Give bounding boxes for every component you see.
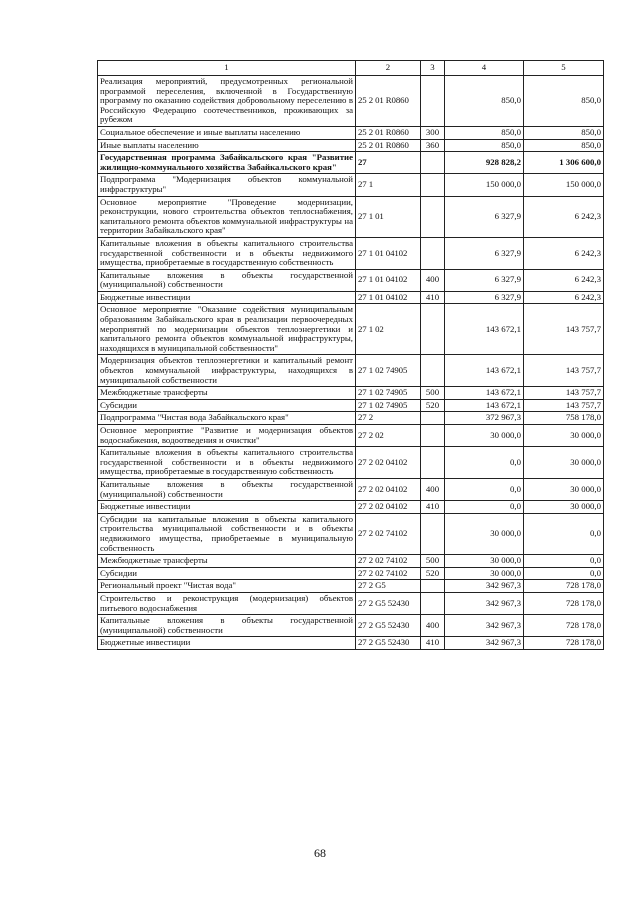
row-code: 27 1 01 04102 xyxy=(356,291,421,304)
row-name: Капитальные вложения в объекты государственной (муниципальной) собственности xyxy=(98,615,356,637)
row-code: 27 2 G5 52430 xyxy=(356,592,421,614)
row-value-year-1: 342 967,3 xyxy=(445,615,524,637)
row-value-year-1: 850,0 xyxy=(445,139,524,152)
table-row xyxy=(98,304,604,355)
row-name: Субсидии xyxy=(98,399,356,412)
table-row xyxy=(98,412,604,425)
row-name: Иные выплаты населению xyxy=(98,139,356,152)
row-name: Капитальные вложения в объекты государственной (муниципальной) собственности xyxy=(98,269,356,291)
table-row xyxy=(98,478,604,500)
row-name: Модернизация объектов теплоэнергетики и капитальный ремонт объектов коммунальной инфраструктуры, находящихся в муниципальной собственности xyxy=(98,355,356,387)
row-value-year-2: 6 242,3 xyxy=(524,237,604,269)
row-value-year-2: 6 242,3 xyxy=(524,196,604,237)
row-expense-type: 400 xyxy=(421,269,445,291)
row-value-year-1: 143 672,1 xyxy=(445,304,524,355)
row-value-year-1: 928 828,2 xyxy=(445,152,524,174)
row-value-year-2: 0,0 xyxy=(524,555,604,568)
row-value-year-2: 0,0 xyxy=(524,513,604,554)
row-expense-type: 500 xyxy=(421,555,445,568)
row-expense-type xyxy=(421,355,445,387)
row-value-year-1: 0,0 xyxy=(445,478,524,500)
row-code: 27 1 02 74905 xyxy=(356,399,421,412)
table-body xyxy=(98,76,604,650)
row-code: 27 1 xyxy=(356,174,421,196)
row-value-year-1: 143 672,1 xyxy=(445,387,524,400)
row-expense-type xyxy=(421,580,445,593)
row-value-year-1: 6 327,9 xyxy=(445,196,524,237)
header-col-4: 4 xyxy=(445,61,524,76)
row-value-year-2: 143 757,7 xyxy=(524,355,604,387)
row-code: 27 2 G5 52430 xyxy=(356,637,421,650)
row-value-year-2: 850,0 xyxy=(524,76,604,127)
row-value-year-2: 1 306 600,0 xyxy=(524,152,604,174)
row-name: Строительство и реконструкция (модернизация) объектов питьевого водоснабжения xyxy=(98,592,356,614)
table-row xyxy=(98,126,604,139)
table-row xyxy=(98,637,604,650)
row-name: Межбюджетные трансферты xyxy=(98,387,356,400)
table-row xyxy=(98,76,604,127)
row-value-year-2: 0,0 xyxy=(524,567,604,580)
row-value-year-2: 850,0 xyxy=(524,126,604,139)
row-value-year-2: 850,0 xyxy=(524,139,604,152)
row-expense-type xyxy=(421,237,445,269)
row-code: 27 1 01 xyxy=(356,196,421,237)
row-value-year-2: 143 757,7 xyxy=(524,304,604,355)
row-value-year-2: 150 000,0 xyxy=(524,174,604,196)
row-code: 27 1 01 04102 xyxy=(356,269,421,291)
row-expense-type xyxy=(421,304,445,355)
header-col-2: 2 xyxy=(356,61,421,76)
row-value-year-2: 143 757,7 xyxy=(524,387,604,400)
row-code: 25 2 01 R0860 xyxy=(356,126,421,139)
row-code: 27 2 02 74102 xyxy=(356,567,421,580)
row-name: Бюджетные инвестиции xyxy=(98,501,356,514)
row-value-year-1: 0,0 xyxy=(445,447,524,479)
row-code: 27 1 02 74905 xyxy=(356,387,421,400)
row-name: Бюджетные инвестиции xyxy=(98,637,356,650)
row-expense-type xyxy=(421,513,445,554)
row-name: Межбюджетные трансферты xyxy=(98,555,356,568)
row-name: Субсидии на капитальные вложения в объекты капитального строительства муниципальной собственности и в объекты недвижимого имущества, приобретаемые в муниципальную собственность xyxy=(98,513,356,554)
row-expense-type: 400 xyxy=(421,478,445,500)
row-expense-type xyxy=(421,152,445,174)
row-value-year-1: 342 967,3 xyxy=(445,637,524,650)
row-code: 25 2 01 R0860 xyxy=(356,76,421,127)
header-col-5: 5 xyxy=(524,61,604,76)
table-row xyxy=(98,567,604,580)
row-value-year-1: 30 000,0 xyxy=(445,425,524,447)
row-name: Региональный проект "Чистая вода" xyxy=(98,580,356,593)
header-col-1: 1 xyxy=(98,61,356,76)
table-row xyxy=(98,237,604,269)
row-value-year-1: 143 672,1 xyxy=(445,355,524,387)
table-row xyxy=(98,580,604,593)
row-code: 25 2 01 R0860 xyxy=(356,139,421,152)
row-expense-type: 300 xyxy=(421,126,445,139)
row-value-year-2: 758 178,0 xyxy=(524,412,604,425)
row-value-year-2: 30 000,0 xyxy=(524,478,604,500)
row-code: 27 2 xyxy=(356,412,421,425)
table-row xyxy=(98,501,604,514)
row-code: 27 2 02 04102 xyxy=(356,501,421,514)
table-row xyxy=(98,291,604,304)
row-code: 27 1 01 04102 xyxy=(356,237,421,269)
row-name: Подпрограмма "Модернизация объектов коммунальной инфраструктуры" xyxy=(98,174,356,196)
row-code: 27 2 G5 52430 xyxy=(356,615,421,637)
row-code: 27 2 02 xyxy=(356,425,421,447)
row-value-year-2: 6 242,3 xyxy=(524,269,604,291)
table-row xyxy=(98,447,604,479)
row-name: Субсидии xyxy=(98,567,356,580)
row-expense-type xyxy=(421,412,445,425)
row-value-year-1: 150 000,0 xyxy=(445,174,524,196)
row-value-year-1: 850,0 xyxy=(445,126,524,139)
row-value-year-2: 143 757,7 xyxy=(524,399,604,412)
row-value-year-1: 850,0 xyxy=(445,76,524,127)
row-code: 27 2 02 74102 xyxy=(356,555,421,568)
row-name: Капитальные вложения в объекты капитального строительства государственной собственности и в объекты недвижимого имущества, приобретаемые в государственную собственность xyxy=(98,237,356,269)
budget-table xyxy=(97,60,604,650)
row-expense-type xyxy=(421,196,445,237)
row-value-year-1: 30 000,0 xyxy=(445,567,524,580)
row-expense-type: 410 xyxy=(421,637,445,650)
row-value-year-2: 728 178,0 xyxy=(524,637,604,650)
row-value-year-1: 6 327,9 xyxy=(445,269,524,291)
table-row xyxy=(98,592,604,614)
page-number: 68 xyxy=(314,846,326,860)
row-name: Социальное обеспечение и иные выплаты населению xyxy=(98,126,356,139)
row-expense-type: 520 xyxy=(421,567,445,580)
row-name: Бюджетные инвестиции xyxy=(98,291,356,304)
row-expense-type: 410 xyxy=(421,501,445,514)
row-value-year-2: 30 000,0 xyxy=(524,501,604,514)
row-name: Реализация мероприятий, предусмотренных региональной программой переселения, включенной в Государственную программу по оказанию содействия добровольному переселению в Российскую Федерацию соотечественников, проживающих за рубежом xyxy=(98,76,356,127)
row-value-year-1: 6 327,9 xyxy=(445,291,524,304)
row-expense-type: 500 xyxy=(421,387,445,400)
table-row xyxy=(98,555,604,568)
row-name: Основное мероприятие "Проведение модернизации, реконструкции, нового строительства объектов теплоснабжения, капитального ремонта объектов коммунальной инфраструктуры на территории Забайкальского края" xyxy=(98,196,356,237)
row-value-year-1: 0,0 xyxy=(445,501,524,514)
row-name: Основное мероприятие "Оказание содействия муниципальным образованиям Забайкальского края в реализации первоочередных мероприятий по модернизации объектов теплоэнергетики и капитального ремонта объектов коммунальной инфраструктуры, находящихся в муниципальной собственности" xyxy=(98,304,356,355)
row-value-year-1: 342 967,3 xyxy=(445,592,524,614)
row-expense-type: 520 xyxy=(421,399,445,412)
row-value-year-2: 728 178,0 xyxy=(524,615,604,637)
row-code: 27 1 02 xyxy=(356,304,421,355)
row-code: 27 2 02 74102 xyxy=(356,513,421,554)
table-row xyxy=(98,139,604,152)
table-header xyxy=(98,61,604,76)
row-code: 27 2 02 04102 xyxy=(356,447,421,479)
row-value-year-1: 6 327,9 xyxy=(445,237,524,269)
row-value-year-2: 728 178,0 xyxy=(524,592,604,614)
table-row xyxy=(98,269,604,291)
row-name: Государственная программа Забайкальского края "Развитие жилищно-коммунального хозяйства Забайкальского края" xyxy=(98,152,356,174)
row-name: Капитальные вложения в объекты государственной (муниципальной) собственности xyxy=(98,478,356,500)
table-row xyxy=(98,425,604,447)
row-expense-type xyxy=(421,425,445,447)
row-value-year-2: 30 000,0 xyxy=(524,425,604,447)
table-row xyxy=(98,399,604,412)
row-value-year-1: 143 672,1 xyxy=(445,399,524,412)
row-value-year-1: 372 967,3 xyxy=(445,412,524,425)
table-row xyxy=(98,387,604,400)
row-value-year-2: 728 178,0 xyxy=(524,580,604,593)
table-row xyxy=(98,174,604,196)
row-expense-type xyxy=(421,592,445,614)
row-code: 27 2 G5 xyxy=(356,580,421,593)
header-col-3: 3 xyxy=(421,61,445,76)
row-value-year-1: 30 000,0 xyxy=(445,555,524,568)
row-expense-type: 400 xyxy=(421,615,445,637)
row-code: 27 2 02 04102 xyxy=(356,478,421,500)
row-value-year-2: 6 242,3 xyxy=(524,291,604,304)
row-expense-type xyxy=(421,447,445,479)
row-name: Капитальные вложения в объекты капитального строительства государственной собственности и в объекты недвижимого имущества, приобретаемые в государственную собственность xyxy=(98,447,356,479)
row-expense-type xyxy=(421,174,445,196)
table-row xyxy=(98,152,604,174)
row-value-year-2: 30 000,0 xyxy=(524,447,604,479)
row-name: Подпрограмма "Чистая вода Забайкальского края" xyxy=(98,412,356,425)
row-code: 27 1 02 74905 xyxy=(356,355,421,387)
row-value-year-1: 342 967,3 xyxy=(445,580,524,593)
table-row xyxy=(98,513,604,554)
row-expense-type: 410 xyxy=(421,291,445,304)
row-value-year-1: 30 000,0 xyxy=(445,513,524,554)
row-expense-type: 360 xyxy=(421,139,445,152)
row-name: Основное мероприятие "Развитие и модернизация объектов водоснабжения, водоотведения и очистки" xyxy=(98,425,356,447)
table-row xyxy=(98,196,604,237)
table-row xyxy=(98,615,604,637)
row-expense-type xyxy=(421,76,445,127)
row-code: 27 xyxy=(356,152,421,174)
table-row xyxy=(98,355,604,387)
